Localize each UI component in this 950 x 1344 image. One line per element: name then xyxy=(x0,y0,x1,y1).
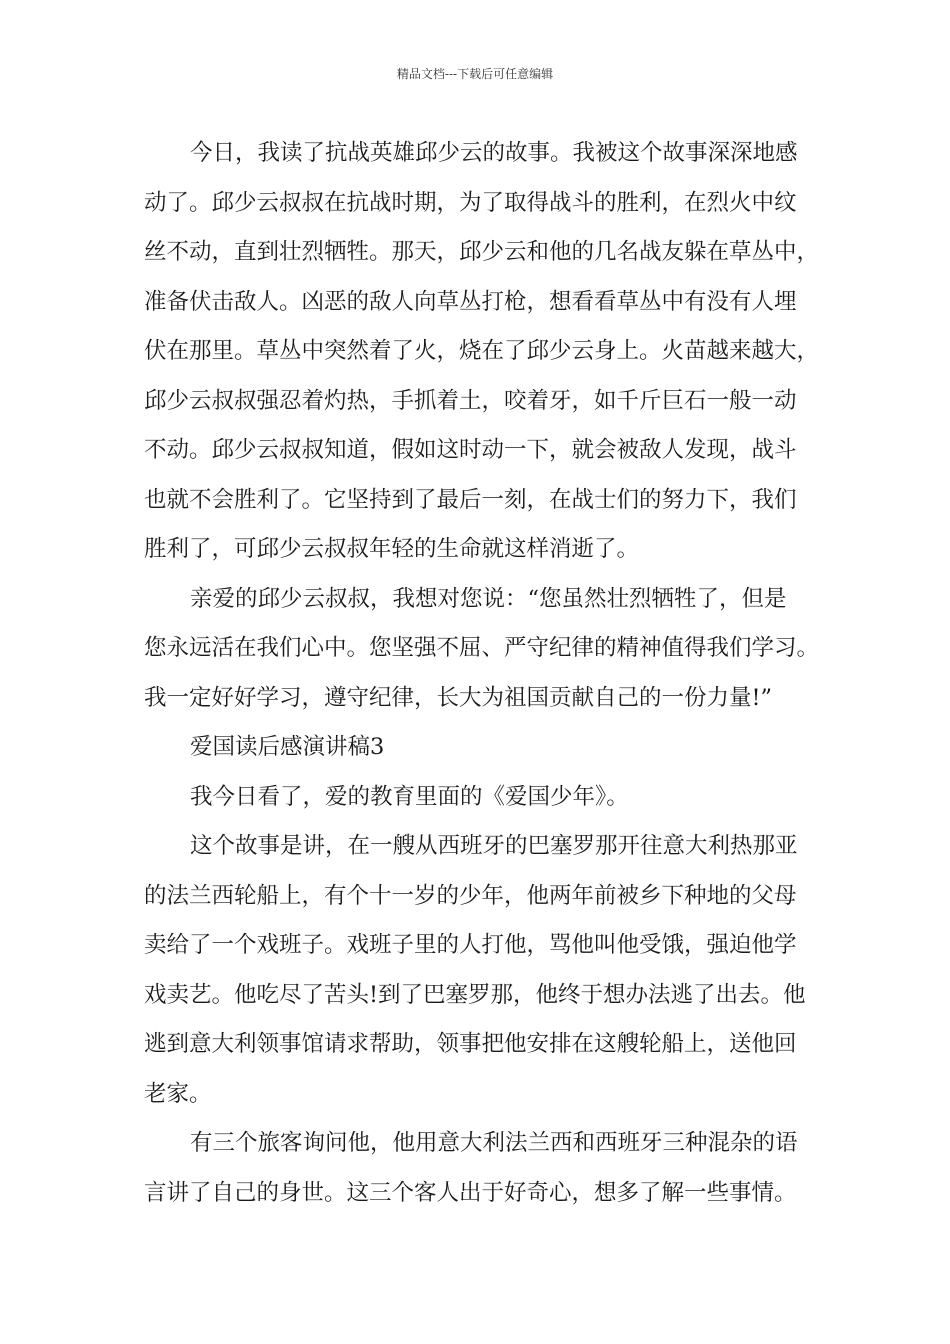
text-line: 今日，我读了抗战英雄邱少云的故事。我被这个故事深深地感 xyxy=(190,140,798,166)
text-line: 这个故事是讲，在一艘从西班牙的巴塞罗那开往意大利热那亚 xyxy=(190,833,798,859)
text-line: 您永远活在我们心中。您坚强不屈、严守纪律的精神值得我们学习。 xyxy=(144,635,820,661)
text-line: 亲爱的邱少云叔叔，我想对您说：“您虽然壮烈牺牲了，但是 xyxy=(190,585,787,612)
text-line: 我今日看了，爱的教育里面的《爱国少年》。 xyxy=(190,783,629,810)
document-body xyxy=(144,129,820,1218)
text-line: 也就不会胜利了。它坚持到了最后一刻，在战士们的努力下，我们 xyxy=(144,486,797,513)
text-line: 胜利了，可邱少云叔叔年轻的生命就这样消逝了。 xyxy=(144,536,640,562)
text-line: 不动。邱少云叔叔知道，假如这时动一下，就会被敌人发现，战斗 xyxy=(144,437,797,463)
text-line: 爱国读后感演讲稿3 xyxy=(190,734,385,760)
text-line: 老家。 xyxy=(144,1080,212,1107)
text-line: 准备伏击敌人。凶恶的敌人向草丛打枪，想看看草丛中有没有人埋 xyxy=(144,288,797,315)
text-line: 的法兰西轮船上，有个十一岁的少年，他两年前被乡下种地的父母 xyxy=(144,882,797,909)
text-line: 邱少云叔叔强忍着灼热，手抓着土，咬着牙，如千斤巨石一般一动 xyxy=(144,387,797,414)
page-header: 精品文档---下载后可任意编辑 xyxy=(396,67,554,81)
text-line: 言讲了自己的身世。这三个客人出于好奇心，想多了解一些事情。 xyxy=(144,1179,797,1206)
text-line: 丝不动，直到壮烈牺牲。那天，邱少云和他的几名战友躲在草丛中， xyxy=(144,239,820,265)
text-line: 戏卖艺。他吃尽了苦头!到了巴塞罗那，他终于想办法逃了出去。他 xyxy=(144,981,806,1008)
text-line: 卖给了一个戏班子。戏班子里的人打他，骂他叫他受饿，强迫他学 xyxy=(144,932,797,958)
text-line: 我一定好好学习，遵守纪律，长大为祖国贡献自己的一份力量!” xyxy=(144,684,773,711)
text-line: 有三个旅客询问他，他用意大利法兰西和西班牙三种混杂的语 xyxy=(190,1130,798,1156)
text-line: 逃到意大利领事馆请求帮助，领事把他安排在这艘轮船上，送他回 xyxy=(144,1031,797,1057)
text-line: 动了。邱少云叔叔在抗战时期，为了取得战斗的胜利，在烈火中纹 xyxy=(144,189,797,216)
text-line: 伏在那里。草丛中突然着了火，烧在了邱少云身上。火苗越来越大， xyxy=(144,338,820,364)
